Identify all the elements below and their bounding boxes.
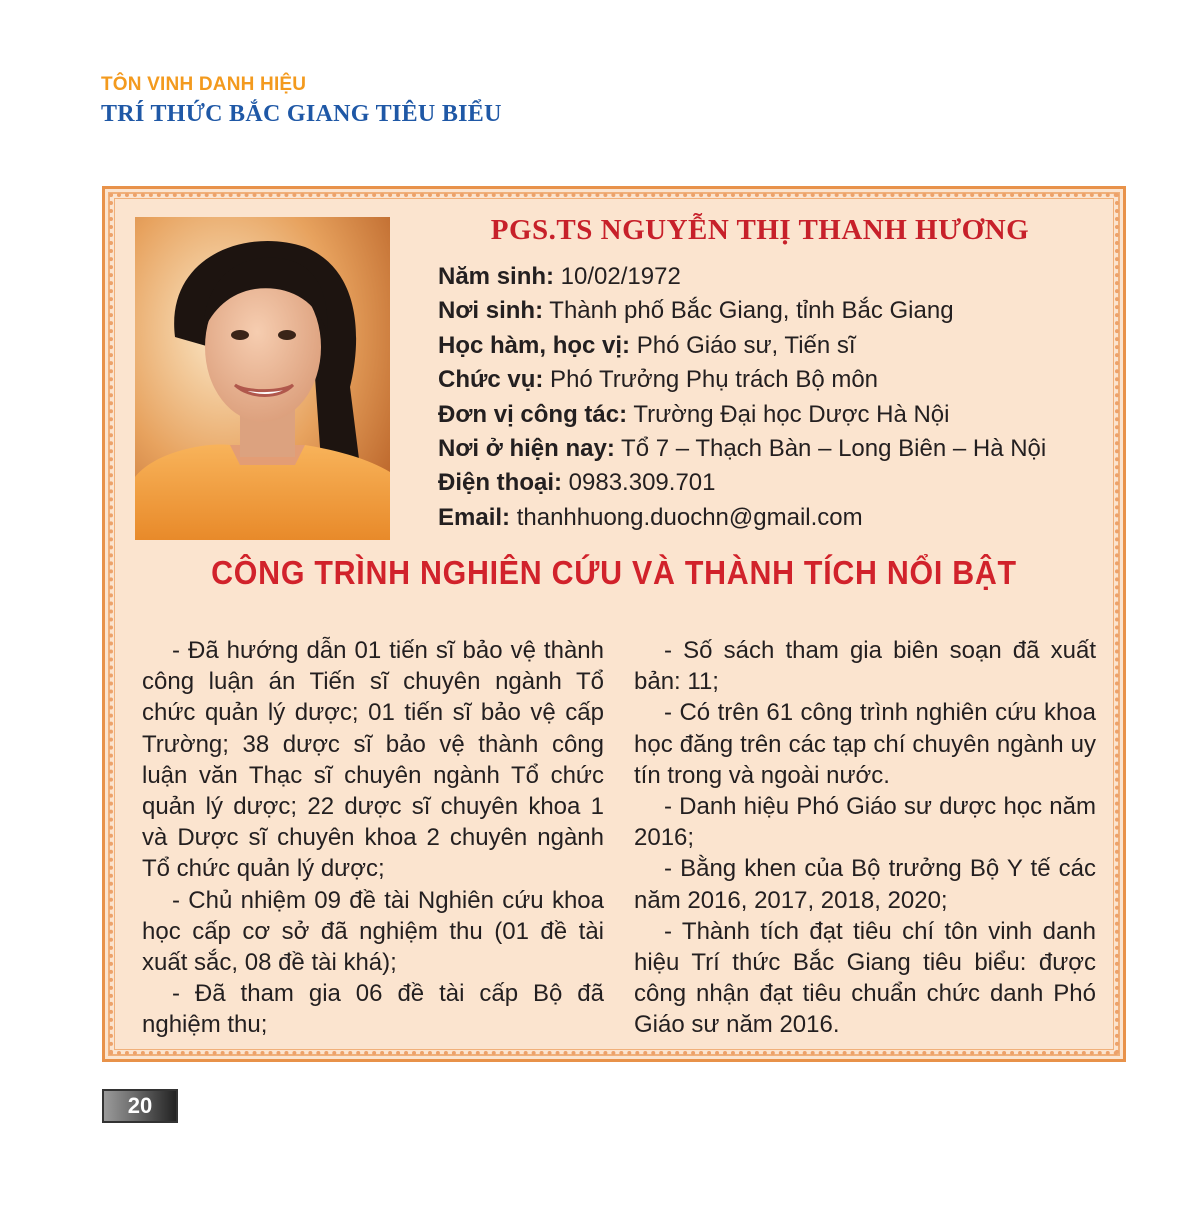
field-label: Email: xyxy=(438,503,511,531)
address-row xyxy=(438,432,1118,466)
achievement-item: - Số sách tham gia biên soạn đã xuất bản: 11; xyxy=(634,637,1096,696)
field-value: Phó Trưởng Phụ trách Bộ môn xyxy=(543,366,879,394)
person-name: PGS.TS NGUYỄN THỊ THANH HƯƠNG xyxy=(490,214,1030,246)
achievement-item: - Đã hướng dẫn 01 tiến sĩ bảo vệ thành công luận án Tiến sĩ chuyên ngành Tổ chức quản lý dược; 01 tiến sĩ bảo vệ cấp Trường; 38 dược sĩ bảo vệ thành công luận văn Thạc sĩ chuyên ngành Tổ chức quản lý dược; 22 dược sĩ chuyên khoa 1 và Dược sĩ chuyên khoa 2 chuyên ngành Tổ chức quản lý dược; xyxy=(142,637,604,883)
achievement-item: - Thành tích đạt tiêu chí tôn vinh danh hiệu Trí thức Bắc Giang tiêu biểu: được công nhận đạt tiêu chuẩn chức danh Phó Giáo sư năm 2016. xyxy=(634,917,1096,1039)
email-row xyxy=(438,501,1118,535)
field-label: Chức vụ: xyxy=(438,366,544,394)
academic-title-row xyxy=(438,329,1118,363)
achievements-right-column xyxy=(634,635,1096,1041)
field-label: Nơi ở hiện nay: xyxy=(438,434,615,462)
achievement-item: - Chủ nhiệm 09 đề tài Nghiên cứu khoa học cấp cơ sở đã nghiệm thu (01 đề tài xuất sắc, 08 đề tài khá); xyxy=(142,886,604,977)
achievement-item: - Đã tham gia 06 đề tài cấp Bộ đã nghiệm thu; xyxy=(142,980,604,1039)
field-value: thanhhuong.duochn@gmail.com xyxy=(510,503,863,531)
header-category: TÔN VINH DANH HIỆU xyxy=(101,74,307,95)
field-value: 10/02/1972 xyxy=(554,263,681,290)
field-value: Thành phố Bắc Giang, tỉnh Bắc Giang xyxy=(543,297,954,325)
field-label: Học hàm, học vị: xyxy=(438,331,631,359)
position-row xyxy=(438,363,1118,397)
achievement-item: - Bằng khen của Bộ trưởng Bộ Y tế các năm 2016, 2017, 2018, 2020; xyxy=(634,855,1096,914)
achievements-left-column xyxy=(142,635,604,1041)
profile-info xyxy=(438,260,1118,535)
header-title: TRÍ THỨC BẮC GIANG TIÊU BIỂU xyxy=(101,101,502,127)
field-label: Điện thoại: xyxy=(438,469,562,497)
achievement-item: - Danh hiệu Phó Giáo sư dược học năm 2016; xyxy=(634,793,1096,852)
field-label: Năm sinh: xyxy=(438,263,555,290)
field-value: Phó Giáo sư, Tiến sĩ xyxy=(630,331,856,359)
section-title: CÔNG TRÌNH NGHIÊN CỨU VÀ THÀNH TÍCH NỔI BẬT xyxy=(211,554,1017,591)
field-value: Tổ 7 – Thạch Bàn – Long Biên – Hà Nội xyxy=(614,434,1047,462)
birthplace-row xyxy=(438,294,1118,328)
page-number-badge xyxy=(102,1089,178,1123)
field-label: Đơn vị công tác: xyxy=(438,400,628,428)
portrait-photo xyxy=(135,217,390,540)
field-label: Nơi sinh: xyxy=(438,297,544,325)
page-number: 20 xyxy=(127,1093,153,1118)
phone-row xyxy=(438,466,1118,500)
achievement-item: - Có trên 61 công trình nghiên cứu khoa học đăng trên các tạp chí chuyên ngành uy tín trong và ngoài nước. xyxy=(634,699,1096,789)
workplace-row xyxy=(438,398,1118,432)
field-value: Trường Đại học Dược Hà Nội xyxy=(627,400,950,428)
field-value: 0983.309.701 xyxy=(562,469,716,497)
birth-year-row xyxy=(438,260,1118,294)
